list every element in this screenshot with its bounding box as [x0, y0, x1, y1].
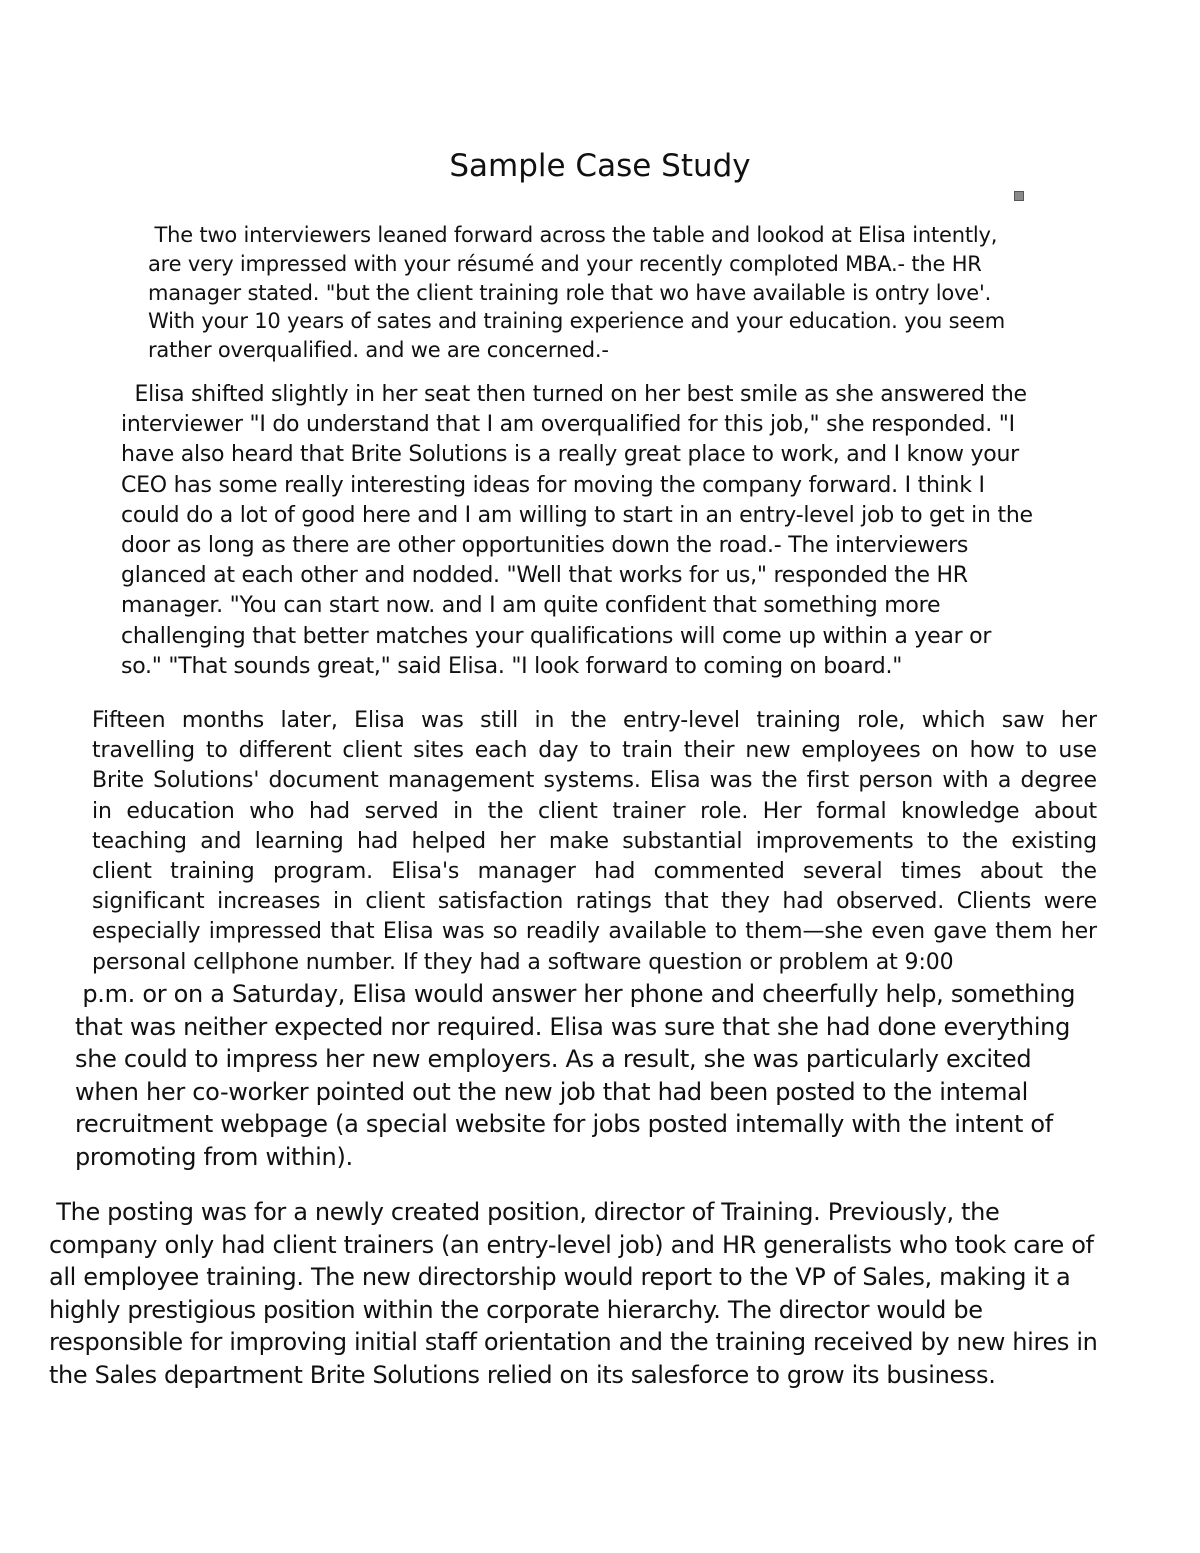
text-line: the Sales department Brite Solutions relied on its salesforce to grow its business.	[49, 1360, 996, 1389]
text-line: client training program. Elisa's manager had commented several times about the	[92, 859, 1097, 885]
text-line: she could to impress her new employers. As a result, she was particularly excited	[75, 1045, 1032, 1074]
text-line: glanced at each other and nodded. "Well that works for us," responded the HR	[121, 563, 968, 589]
text-line: Brite Solutions' document management systems. Elisa was the first person with a degree	[92, 768, 1097, 794]
text-line: significant increases in client satisfaction ratings that they had observed. Clients were	[92, 889, 1097, 915]
text-line: promoting from within).	[75, 1142, 353, 1171]
text-line: The two interviewers leaned forward across the table and lookod at Elisa intently,	[148, 223, 998, 247]
text-line: have also heard that Brite Solutions is a really great place to work, and I know your	[121, 442, 1019, 468]
text-line: manager stated. "but the client training role that wo have available is ontry love'.	[148, 280, 992, 305]
text-line: recruitment webpage (a special website for jobs posted intemally with the intent of	[75, 1110, 1053, 1139]
paragraph-job-posting	[49, 1196, 1098, 1392]
text-line: Fifteen months later, Elisa was still in the entry-level training role, which saw her	[92, 708, 1097, 733]
text-line: company only had client trainers (an entry-level job) and HR generalists who took care of	[49, 1230, 1094, 1259]
text-line: challenging that better matches your qualifications will come up within a year or	[121, 623, 992, 649]
text-line: all employee training. The new directorship would report to the VP of Sales, making it a	[49, 1263, 1071, 1292]
text-line: in education who had served in the client trainer role. Her formal knowledge about	[92, 798, 1097, 824]
paragraph-interview-opening	[148, 221, 1005, 365]
text-line: especially impressed that Elisa was so readily available to them—she even gave them her	[92, 919, 1097, 945]
text-line: CEO has some really interesting ideas for moving the company forward. I think I	[121, 472, 985, 498]
text-line: door as long as there are other opportunities down the road.- The interviewers	[121, 533, 969, 559]
text-line: rather overqualified. and we are concerned.-	[148, 338, 609, 363]
text-line: responsible for improving initial staff orientation and the training received by new hires in	[49, 1328, 1098, 1357]
text-line: are very impressed with your résumé and your recently comploted MBA.- the HR	[148, 251, 982, 276]
paragraph-fifteen-months-later	[92, 706, 1097, 978]
text-line: could do a lot of good here and I am willing to start in an entry-level job to get in the	[121, 502, 1033, 528]
text-line: when her co-worker pointed out the new job that had been posted to the intemal	[75, 1077, 1028, 1106]
text-line: Elisa shifted slightly in her seat then turned on her best smile as she answered the	[121, 382, 1027, 407]
text-line: highly prestigious position within the corporate hierarchy. The director would be	[49, 1295, 983, 1324]
text-line: With your 10 years of sates and training experience and your education. you seem	[148, 309, 1006, 334]
paragraph-elisa-response	[121, 380, 1033, 682]
text-line: interviewer "I do understand that I am overqualified for this job," she responded. "I	[121, 412, 1015, 438]
text-line: manager. "You can start now. and I am quite confident that something more	[121, 593, 941, 619]
text-line: The posting was for a newly created position, director of Training. Previously, the	[49, 1198, 1000, 1226]
document-title: Sample Case Study	[449, 148, 751, 184]
text-line: travelling to different client sites each day to train their new employees on how to use	[92, 738, 1097, 764]
text-line: personal cellphone number. If they had a software question or problem at 9:00	[92, 949, 954, 975]
small-square-icon	[1014, 191, 1024, 201]
paragraph-cheerful-help	[75, 978, 1075, 1174]
text-line: teaching and learning had helped her make substantial improvements to the existing	[92, 828, 1097, 854]
text-line: p.m. or on a Saturday, Elisa would answer her phone and cheerfully help, something	[75, 980, 1076, 1008]
text-line: that was neither expected nor required. Elisa was sure that she had done everything	[75, 1012, 1071, 1041]
text-line: so." "That sounds great," said Elisa. "I look forward to coming on board."	[121, 653, 903, 679]
